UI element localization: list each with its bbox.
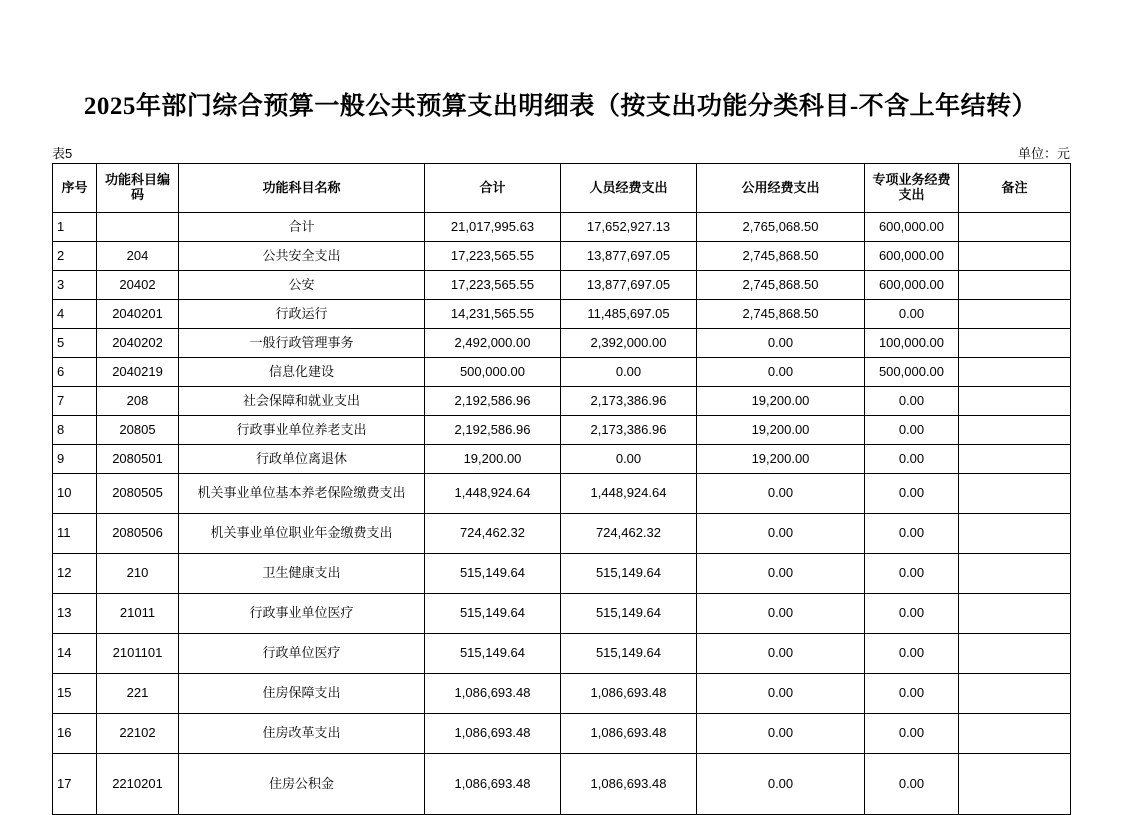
cell-seq: 10 — [53, 474, 97, 514]
cell-public: 0.00 — [697, 714, 865, 754]
cell-seq: 8 — [53, 416, 97, 445]
table-row — [53, 213, 1071, 242]
table-row — [53, 416, 1071, 445]
cell-code: 2080506 — [97, 514, 179, 554]
unit-label: 单位：元 — [1017, 146, 1070, 161]
cell-total: 1,086,693.48 — [425, 674, 561, 714]
cell-seq: 14 — [53, 634, 97, 674]
cell-personnel: 1,086,693.48 — [561, 674, 697, 714]
cell-code: 221 — [97, 674, 179, 714]
budget-expenditure-table — [52, 163, 1071, 815]
cell-public: 0.00 — [697, 474, 865, 514]
cell-remark — [959, 445, 1071, 474]
cell-public: 0.00 — [697, 329, 865, 358]
cell-remark — [959, 474, 1071, 514]
cell-remark — [959, 213, 1071, 242]
cell-remark — [959, 271, 1071, 300]
cell-special: 0.00 — [865, 387, 959, 416]
cell-name: 机关事业单位职业年金缴费支出 — [179, 514, 425, 554]
table-row — [53, 358, 1071, 387]
cell-total: 17,223,565.55 — [425, 271, 561, 300]
header-public: 公用经费支出 — [697, 164, 865, 213]
cell-code — [97, 213, 179, 242]
cell-personnel: 724,462.32 — [561, 514, 697, 554]
table-row — [53, 474, 1071, 514]
cell-personnel: 1,448,924.64 — [561, 474, 697, 514]
cell-name: 卫生健康支出 — [179, 554, 425, 594]
header-special: 专项业务经费支出 — [865, 164, 959, 213]
cell-remark — [959, 514, 1071, 554]
table-row — [53, 329, 1071, 358]
table-row — [53, 594, 1071, 634]
cell-public: 19,200.00 — [697, 445, 865, 474]
cell-name: 住房公积金 — [179, 754, 425, 815]
cell-personnel: 515,149.64 — [561, 634, 697, 674]
cell-name: 社会保障和就业支出 — [179, 387, 425, 416]
cell-remark — [959, 329, 1071, 358]
cell-total: 515,149.64 — [425, 594, 561, 634]
cell-personnel: 515,149.64 — [561, 554, 697, 594]
cell-code: 2210201 — [97, 754, 179, 815]
cell-remark — [959, 300, 1071, 329]
cell-remark — [959, 416, 1071, 445]
cell-name: 行政单位离退休 — [179, 445, 425, 474]
cell-name: 公共安全支出 — [179, 242, 425, 271]
cell-remark — [959, 387, 1071, 416]
cell-seq: 4 — [53, 300, 97, 329]
cell-personnel: 515,149.64 — [561, 594, 697, 634]
cell-public: 0.00 — [697, 358, 865, 387]
cell-total: 17,223,565.55 — [425, 242, 561, 271]
cell-public: 19,200.00 — [697, 387, 865, 416]
cell-total: 14,231,565.55 — [425, 300, 561, 329]
cell-seq: 13 — [53, 594, 97, 634]
cell-code: 210 — [97, 554, 179, 594]
cell-special: 500,000.00 — [865, 358, 959, 387]
table-row — [53, 634, 1071, 674]
cell-code: 2101101 — [97, 634, 179, 674]
cell-special: 600,000.00 — [865, 271, 959, 300]
cell-remark — [959, 674, 1071, 714]
cell-seq: 16 — [53, 714, 97, 754]
cell-code: 22102 — [97, 714, 179, 754]
cell-remark — [959, 358, 1071, 387]
cell-personnel: 1,086,693.48 — [561, 714, 697, 754]
header-code: 功能科目编码 — [97, 164, 179, 213]
cell-public: 2,745,868.50 — [697, 300, 865, 329]
cell-public: 2,745,868.50 — [697, 271, 865, 300]
cell-public: 0.00 — [697, 594, 865, 634]
cell-remark — [959, 634, 1071, 674]
cell-total: 1,448,924.64 — [425, 474, 561, 514]
header-personnel: 人员经费支出 — [561, 164, 697, 213]
cell-seq: 2 — [53, 242, 97, 271]
cell-remark — [959, 754, 1071, 815]
table-header-row — [53, 164, 1071, 213]
header-name: 功能科目名称 — [179, 164, 425, 213]
cell-special: 100,000.00 — [865, 329, 959, 358]
table-row — [53, 300, 1071, 329]
cell-code: 208 — [97, 387, 179, 416]
cell-public: 0.00 — [697, 514, 865, 554]
table-body — [53, 213, 1071, 815]
cell-public: 2,765,068.50 — [697, 213, 865, 242]
cell-seq: 9 — [53, 445, 97, 474]
cell-personnel: 0.00 — [561, 445, 697, 474]
table-row — [53, 754, 1071, 815]
cell-personnel: 1,086,693.48 — [561, 754, 697, 815]
header-total: 合计 — [425, 164, 561, 213]
cell-special: 0.00 — [865, 594, 959, 634]
cell-personnel: 11,485,697.05 — [561, 300, 697, 329]
cell-personnel: 2,392,000.00 — [561, 329, 697, 358]
cell-remark — [959, 242, 1071, 271]
cell-seq: 15 — [53, 674, 97, 714]
cell-personnel: 0.00 — [561, 358, 697, 387]
cell-total: 1,086,693.48 — [425, 754, 561, 815]
cell-total: 500,000.00 — [425, 358, 561, 387]
header-remark: 备注 — [959, 164, 1071, 213]
cell-special: 600,000.00 — [865, 213, 959, 242]
cell-code: 2040201 — [97, 300, 179, 329]
cell-total: 2,492,000.00 — [425, 329, 561, 358]
cell-remark — [959, 554, 1071, 594]
cell-code: 204 — [97, 242, 179, 271]
cell-name: 信息化建设 — [179, 358, 425, 387]
page-title: 2025年部门综合预算一般公共预算支出明细表（按支出功能分类科目-不含上年结转） — [83, 93, 1038, 120]
header-seq: 序号 — [53, 164, 97, 213]
cell-code: 2040202 — [97, 329, 179, 358]
cell-special: 0.00 — [865, 754, 959, 815]
cell-total: 21,017,995.63 — [425, 213, 561, 242]
table-row — [53, 242, 1071, 271]
cell-name: 住房保障支出 — [179, 674, 425, 714]
table-meta-row — [52, 143, 1070, 159]
cell-code: 20402 — [97, 271, 179, 300]
cell-public: 0.00 — [697, 674, 865, 714]
cell-name: 公安 — [179, 271, 425, 300]
cell-personnel: 13,877,697.05 — [561, 242, 697, 271]
cell-special: 0.00 — [865, 300, 959, 329]
cell-special: 0.00 — [865, 445, 959, 474]
cell-personnel: 13,877,697.05 — [561, 271, 697, 300]
table-row — [53, 674, 1071, 714]
table-row — [53, 554, 1071, 594]
table-row — [53, 387, 1071, 416]
cell-seq: 11 — [53, 514, 97, 554]
cell-name: 行政运行 — [179, 300, 425, 329]
cell-public: 0.00 — [697, 634, 865, 674]
cell-personnel: 2,173,386.96 — [561, 387, 697, 416]
cell-total: 1,086,693.48 — [425, 714, 561, 754]
cell-public: 0.00 — [697, 754, 865, 815]
cell-seq: 3 — [53, 271, 97, 300]
cell-seq: 6 — [53, 358, 97, 387]
cell-special: 0.00 — [865, 634, 959, 674]
cell-personnel: 2,173,386.96 — [561, 416, 697, 445]
table-row — [53, 514, 1071, 554]
cell-seq: 12 — [53, 554, 97, 594]
cell-special: 0.00 — [865, 554, 959, 594]
cell-total: 515,149.64 — [425, 634, 561, 674]
cell-total: 19,200.00 — [425, 445, 561, 474]
cell-name: 合计 — [179, 213, 425, 242]
cell-code: 2080501 — [97, 445, 179, 474]
cell-special: 0.00 — [865, 474, 959, 514]
cell-special: 0.00 — [865, 416, 959, 445]
cell-total: 515,149.64 — [425, 554, 561, 594]
cell-special: 0.00 — [865, 514, 959, 554]
table-row — [53, 445, 1071, 474]
cell-code: 21011 — [97, 594, 179, 634]
cell-personnel: 17,652,927.13 — [561, 213, 697, 242]
cell-seq: 5 — [53, 329, 97, 358]
cell-code: 2080505 — [97, 474, 179, 514]
cell-public: 19,200.00 — [697, 416, 865, 445]
cell-remark — [959, 594, 1071, 634]
cell-name: 行政事业单位医疗 — [179, 594, 425, 634]
cell-total: 2,192,586.96 — [425, 416, 561, 445]
cell-special: 0.00 — [865, 714, 959, 754]
table-row — [53, 714, 1071, 754]
cell-code: 2040219 — [97, 358, 179, 387]
cell-code: 20805 — [97, 416, 179, 445]
cell-seq: 7 — [53, 387, 97, 416]
cell-name: 住房改革支出 — [179, 714, 425, 754]
cell-public: 2,745,868.50 — [697, 242, 865, 271]
cell-name: 机关事业单位基本养老保险缴费支出 — [179, 474, 425, 514]
cell-public: 0.00 — [697, 554, 865, 594]
cell-remark — [959, 714, 1071, 754]
cell-special: 0.00 — [865, 674, 959, 714]
cell-name: 行政事业单位养老支出 — [179, 416, 425, 445]
cell-seq: 17 — [53, 754, 97, 815]
table-header — [53, 164, 1071, 213]
table-row — [53, 271, 1071, 300]
cell-special: 600,000.00 — [865, 242, 959, 271]
cell-name: 一般行政管理事务 — [179, 329, 425, 358]
cell-seq: 1 — [53, 213, 97, 242]
table-label: 表5 — [52, 146, 73, 161]
cell-total: 2,192,586.96 — [425, 387, 561, 416]
cell-name: 行政单位医疗 — [179, 634, 425, 674]
cell-total: 724,462.32 — [425, 514, 561, 554]
